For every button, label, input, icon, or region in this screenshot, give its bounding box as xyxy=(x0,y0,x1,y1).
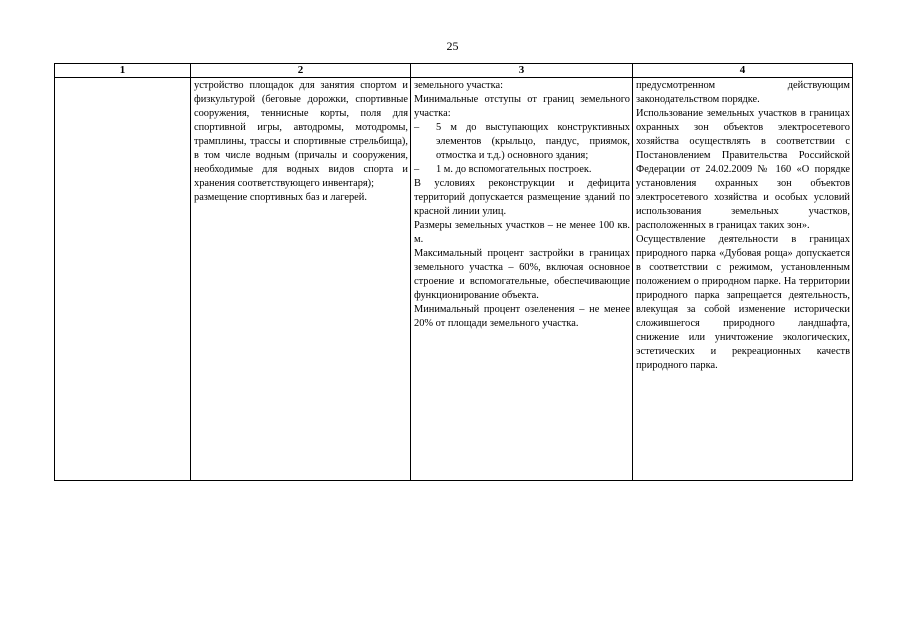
cell-col2 xyxy=(191,78,411,481)
list-dash-marker: – xyxy=(414,164,420,175)
column-header-2: 2 xyxy=(191,64,411,78)
col3-intro: Минимальные отступы от границ земельного участка: xyxy=(414,94,630,119)
column-header-1: 1 xyxy=(55,64,191,78)
col3-paragraph: Минимальный процент озеленения – не менее 20% от площади земельного участка. xyxy=(414,304,630,329)
col3-paragraph: Максимальный процент застройки в границах земельного участка – 60%, включая основное строение и вспомогательные, обеспечивающие функционирование объекта. xyxy=(414,248,630,301)
col2-paragraph: устройство площадок для занятия спортом и физкультурой (беговые дорожки, спортивные сооружения, теннисные корты, поля для спортивной игры, автодромы, мотодромы, трамплины, трассы и спортивные стрельбища), в том числе водным (причалы и сооружения, необходимые для водных видов спорта и хранения соответствующего инвентаря); xyxy=(194,80,408,189)
column-header-3: 3 xyxy=(411,64,633,78)
table-header-row xyxy=(55,64,853,78)
col3-paragraph: В условиях реконструкции и дефицита территорий допускается размещение зданий по красной линии улиц. xyxy=(414,178,630,217)
col4-paragraph: Осуществление деятельности в границах природного парка «Дубовая роща» допускается в соответствии с режимом, установленным положением о природном парке. На территории природного парка запрещается деятельность, влекущая за собой изменение исторически сложившегося природного ландшафта, снижение или уничтожение экологических, эстетических и рекреационных качеств природного парка. xyxy=(636,234,850,371)
col3-intro: земельного участка: xyxy=(414,80,503,91)
cell-col4 xyxy=(633,78,853,481)
cell-col1 xyxy=(55,78,191,481)
list-item-text: 5 м до выступающих конструктивных элементов (крыльцо, пандус, приямок, отмостка и т.д.) основного здания; xyxy=(436,122,630,161)
regulations-table xyxy=(54,63,853,481)
column-header-4: 4 xyxy=(633,64,853,78)
col2-paragraph: размещение спортивных баз и лагерей. xyxy=(194,192,367,203)
col3-list-item xyxy=(414,163,630,177)
col3-paragraph: Размеры земельных участков – не менее 100 кв. м. xyxy=(414,220,630,245)
list-dash-marker: – xyxy=(414,122,420,133)
list-item-text: 1 м. до вспомогательных построек. xyxy=(436,164,592,175)
col4-paragraph: Использование земельных участков в границах охранных зон объектов электросетевого хозяйства осуществлять в соответствии с Постановлением Правительства Российской Федерации от 24.02.2009 № 160 «О порядке установления охранных зон объектов электросетевого хозяйства и особых условий использования земельных участков, расположенных в границах таких зон». xyxy=(636,108,850,231)
cell-col3 xyxy=(411,78,633,481)
col3-list-item xyxy=(414,121,630,163)
page-number: 25 xyxy=(446,39,459,53)
table-row xyxy=(55,78,853,481)
col4-paragraph: предусмотренном действующим законодательством порядке. xyxy=(636,80,850,105)
